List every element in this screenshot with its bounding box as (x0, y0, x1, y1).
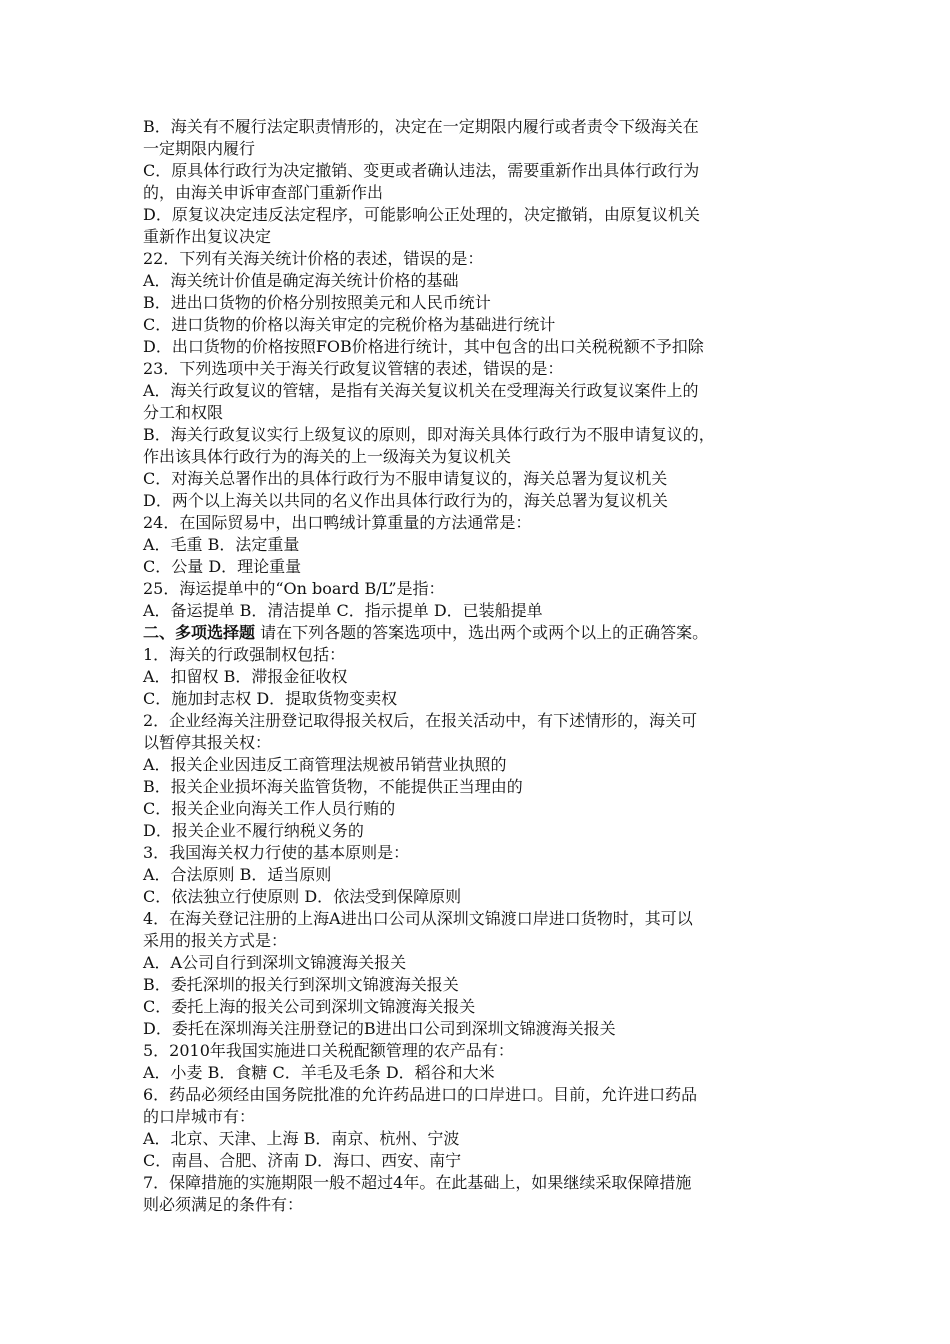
text-line: 以暂停其报关权： (143, 733, 272, 752)
question-line: 1．海关的行政强制权包括： (143, 645, 346, 664)
question-line: 23．下列选项中关于海关行政复议管辖的表述，错误的是： (143, 359, 564, 378)
question-line: 25．海运提单中的“On board B/L”是指： (143, 579, 445, 598)
question-line: 5．2010年我国实施进口关税配额管理的农产品有： (143, 1041, 514, 1060)
option-line: D．报关企业不履行纳税义务的 (143, 821, 364, 840)
question-line: 2．企业经海关注册登记取得报关权后，在报关活动中，有下述情形的，海关可 (143, 711, 698, 730)
option-line: A．报关企业因违反工商管理法规被吊销营业执照的 (143, 755, 507, 774)
option-line: C．报关企业向海关工作人员行贿的 (143, 799, 396, 818)
option-line: A．小麦 B．食糖 C．羊毛及毛条 D．稻谷和大米 (143, 1063, 495, 1082)
section-heading-title: 二、多项选择题 (143, 623, 256, 642)
option-line: A．北京、天津、上海 B．南京、杭州、宁波 (143, 1129, 460, 1148)
text-line: 作出该具体行政行为的海关的上一级海关为复议机关 (143, 447, 512, 466)
question-line: 3．我国海关权力行使的基本原则是： (143, 843, 410, 862)
text-line: 一定期限内履行 (143, 139, 256, 158)
option-line: B．海关行政复议实行上级复议的原则，即对海关具体行政行为不服申请复议的， (143, 425, 715, 444)
text-line: D．原复议决定违反法定程序，可能影响公正处理的，决定撤销，由原复议机关 (143, 205, 700, 224)
text-line: C．原具体行政行为决定撤销、变更或者确认违法，需要重新作出具体行政行为 (143, 161, 700, 180)
section-heading (143, 622, 813, 644)
text-line: B．海关有不履行法定职责情形的，决定在一定期限内履行或者责令下级海关在 (143, 117, 699, 136)
question-line: 7．保障措施的实施期限一般不超过4年。在此基础上，如果继续采取保障措施 (143, 1173, 692, 1192)
text-line: 则必须满足的条件有： (143, 1195, 304, 1214)
option-line: B．进出口货物的价格分别按照美元和人民币统计 (143, 293, 491, 312)
option-line: C．依法独立行使原则 D．依法受到保障原则 (143, 887, 462, 906)
text-line: 重新作出复议决定 (143, 227, 272, 246)
option-line: C．南昌、合肥、济南 D．海口、西安、南宁 (143, 1151, 462, 1170)
option-line: D．委托在深圳海关注册登记的B进出口公司到深圳文锦渡海关报关 (143, 1019, 616, 1038)
option-line: B．报关企业损坏海关监管货物，不能提供正当理由的 (143, 777, 523, 796)
option-line: C．进口货物的价格以海关审定的完税价格为基础进行统计 (143, 315, 556, 334)
question-line: 24．在国际贸易中，出口鸭绒计算重量的方法通常是： (143, 513, 532, 532)
option-line: A．A公司自行到深圳文锦渡海关报关 (143, 953, 407, 972)
option-line: C．公量 D．理论重量 (143, 557, 302, 576)
text-line: 的口岸城市有： (143, 1107, 256, 1126)
text-line: 采用的报关方式是： (143, 931, 288, 950)
option-line: A．合法原则 B．适当原则 (143, 865, 332, 884)
option-line: A．海关行政复议的管辖，是指有关海关复议机关在受理海关行政复议案件上的 (143, 381, 699, 400)
text-line: 分工和权限 (143, 403, 224, 422)
option-line: C．委托上海的报关公司到深圳文锦渡海关报关 (143, 997, 476, 1016)
text-line: 的，由海关申诉审查部门重新作出 (143, 183, 384, 202)
option-line: A．毛重 B．法定重量 (143, 535, 300, 554)
option-line: B．委托深圳的报关行到深圳文锦渡海关报关 (143, 975, 459, 994)
question-line: 4．在海关登记注册的上海A进出口公司从深圳文锦渡口岸进口货物时，其可以 (143, 909, 693, 928)
option-line: A．海关统计价值是确定海关统计价格的基础 (143, 271, 459, 290)
document-page (143, 116, 813, 1216)
option-line: C．施加封志权 D．提取货物变卖权 (143, 689, 398, 708)
option-line: A．扣留权 B．滞报金征收权 (143, 667, 348, 686)
section-heading-instruction: 请在下列各题的答案选项中，选出两个或两个以上的正确答案。 (255, 623, 709, 642)
option-line: D．两个以上海关以共同的名义作出具体行政行为的，海关总署为复议机关 (143, 491, 668, 510)
question-line: 22．下列有关海关统计价格的表述，错误的是： (143, 249, 484, 268)
question-line: 6．药品必须经由国务院批准的允许药品进口的口岸进口。目前，允许进口药品 (143, 1085, 698, 1104)
option-line: C．对海关总署作出的具体行政行为不服申请复议的，海关总署为复议机关 (143, 469, 668, 488)
option-line: D．出口货物的价格按照FOB价格进行统计，其中包含的出口关税税额不予扣除 (143, 337, 704, 356)
option-line: A．备运提单 B．清洁提单 C．指示提单 D．已装船提单 (143, 601, 543, 620)
